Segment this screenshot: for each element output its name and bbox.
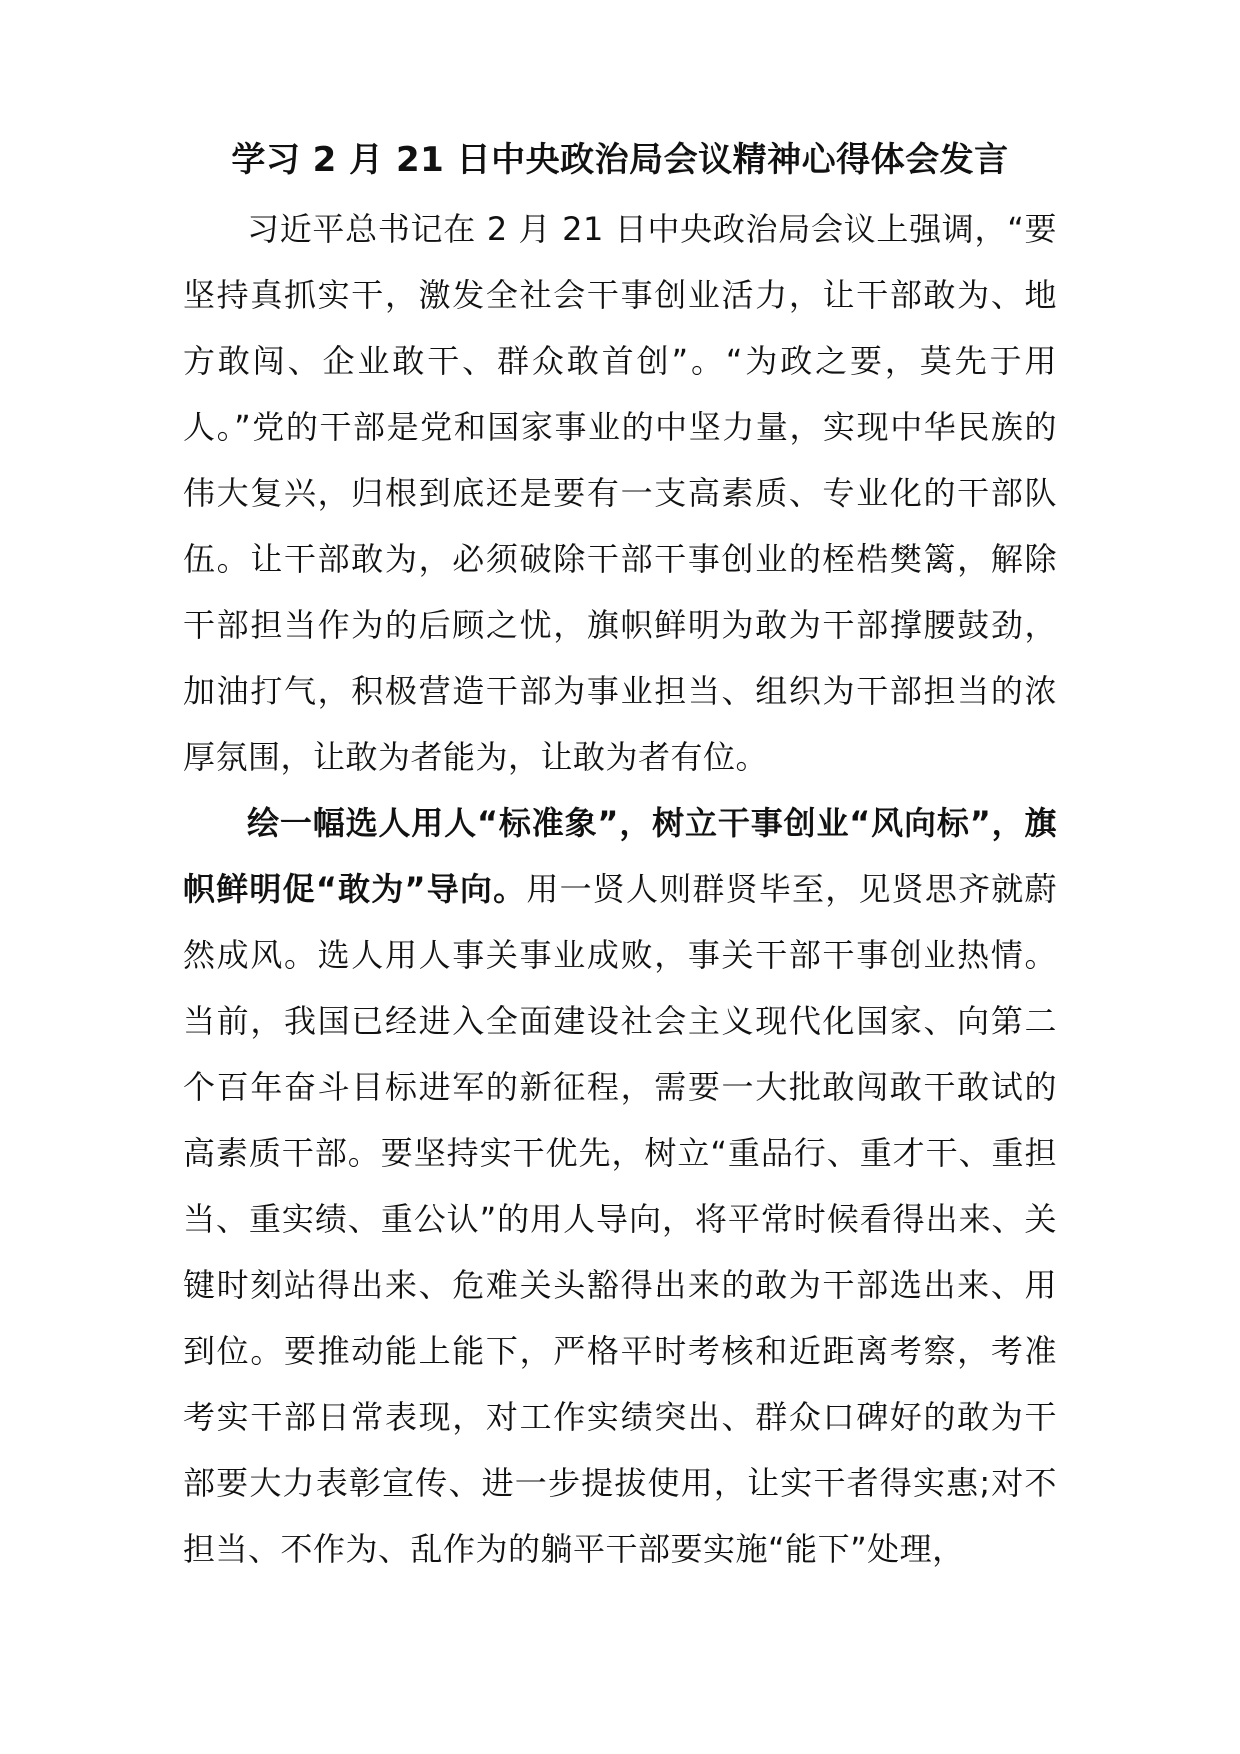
paragraph-2 [183,790,1057,1582]
document-body [183,196,1057,1582]
paragraph-2-lead: 绘一幅选人用人“标准象”，树立干事创业“风向标”，旗帜鲜明促“敢为”导向。 [183,804,1057,908]
paragraph-2-text: 用一贤人则群贤毕至，见贤思齐就蔚然成风。选人用人事关事业成败，事关干部干事创业热情。当前，我国已经进入全面建设社会主义现代化国家、向第二个百年奋斗目标进军的新征程，需要一大批敢闯敢干敢试的高素质干部。要坚持实干优先，树立“重品行、重才干、重担当、重实绩、重公认”的用人导向，将平常时候看得出来、关键时刻站得出来、危难关头豁得出来的敢为干部选出来、用到位。要推动能上能下，严格平时考核和近距离考察，考准考实干部日常表现，对工作实绩突出、群众口碑好的敢为干部要大力表彰宣传、进一步提拔使用，让实干者得实惠;对不担当、不作为、乱作为的躺平干部要实施“能下”处理， [183,870,1057,1568]
paragraph-1 [183,196,1057,790]
document-title: 学习 2 月 21 日中央政治局会议精神心得体会发言 [231,140,1009,180]
paragraph-1-text: 习近平总书记在 2 月 21 日中央政治局会议上强调，“要坚持真抓实干，激发全社会干事创业活力，让干部敢为、地方敢闯、企业敢干、群众敢首创”。“为政之要，莫先于用人。”党的干部是党和国家事业的中坚力量，实现中华民族的伟大复兴，归根到底还是要有一支高素质、专业化的干部队伍。让干部敢为，必须破除干部干事创业的桎梏樊篱，解除干部担当作为的后顾之忧，旗帜鲜明为敢为干部撑腰鼓劲，加油打气，积极营造干部为事业担当、组织为干部担当的浓厚氛围，让敢为者能为，让敢为者有位。 [183,210,1057,776]
